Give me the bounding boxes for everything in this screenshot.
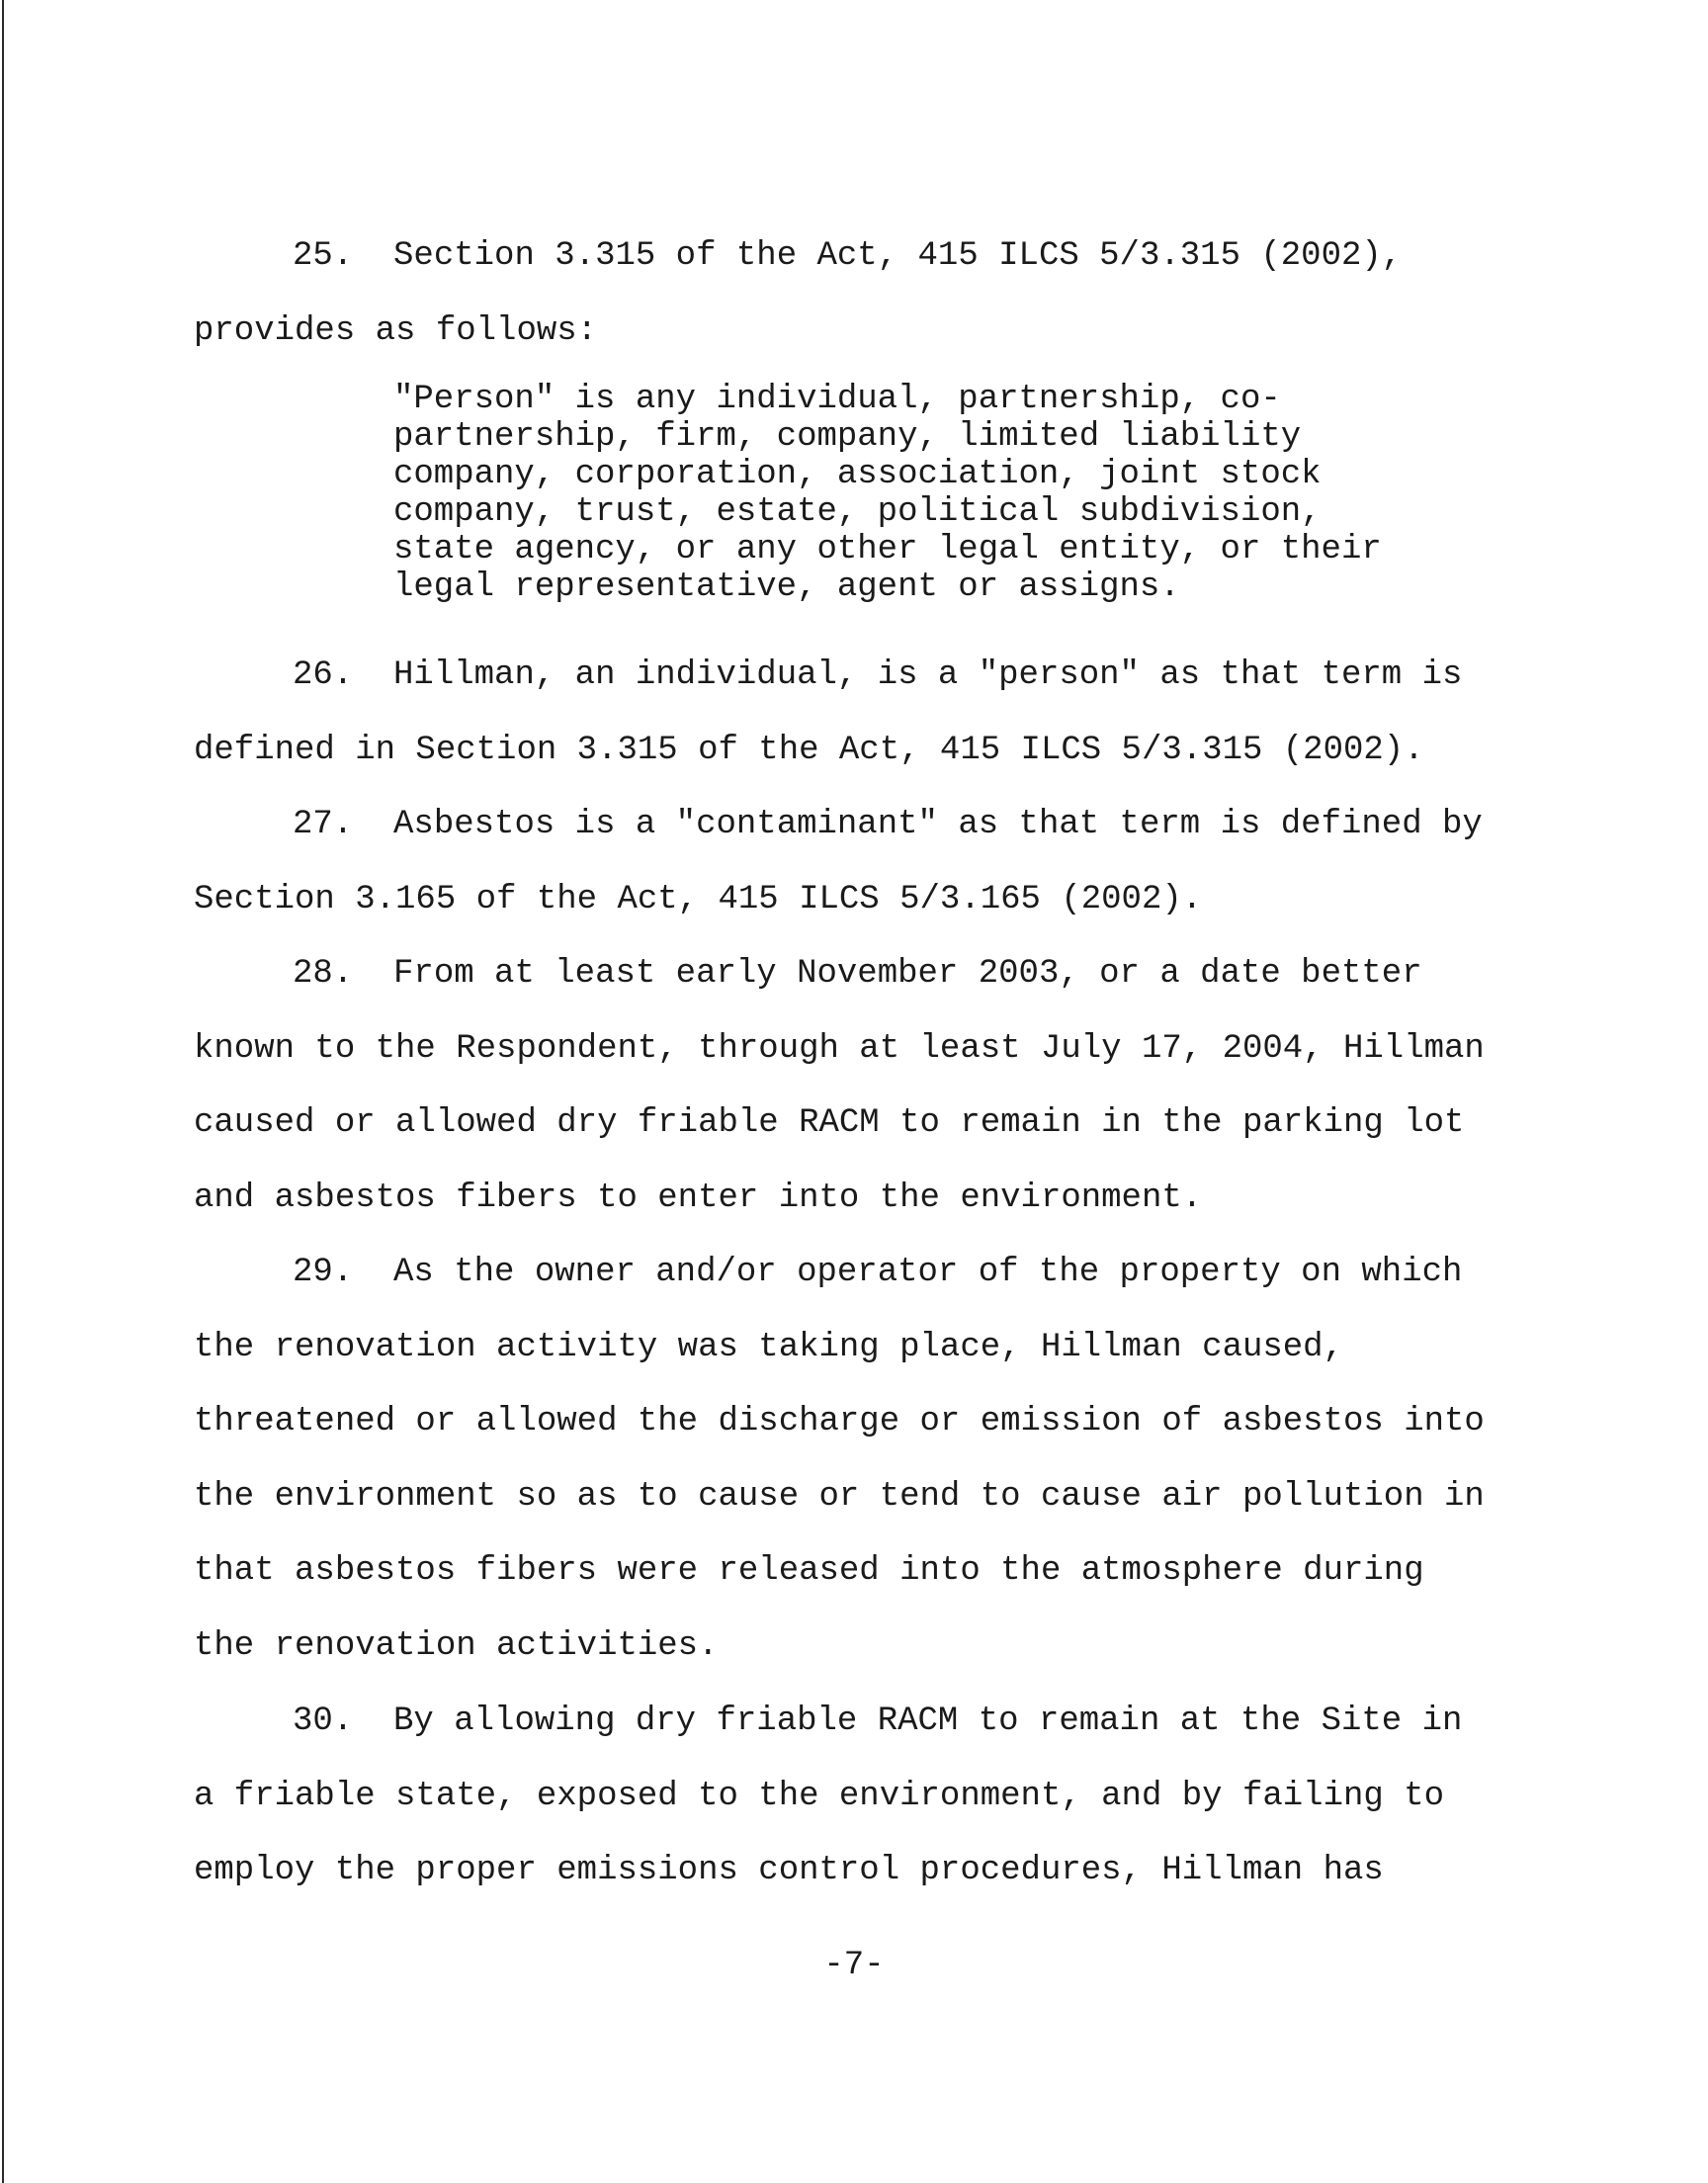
paragraph-number: 25.: [293, 237, 354, 275]
paragraph-27: [194, 788, 1518, 937]
paragraph-line: the renovation activities.: [194, 1626, 719, 1665]
block-quote: [393, 381, 1431, 606]
paragraph-line: that asbestos fibers were released into the atmosphere during: [194, 1552, 1424, 1590]
paragraph-line: a friable state, exposed to the environment, and by failing to: [194, 1777, 1445, 1815]
quote-line: company, corporation, association, joint stock: [393, 456, 1322, 493]
quote-line: legal representative, agent or assigns.: [393, 568, 1180, 606]
quote-line: partnership, firm, company, limited liability: [393, 418, 1302, 456]
paragraph-26: [194, 639, 1518, 788]
paragraph-line: caused or allowed dry friable RACM to remain in the parking lot: [194, 1104, 1465, 1142]
paragraph-text: Hillman, an individual, is a "person" as that term is: [393, 656, 1463, 694]
paragraph-line: [194, 1685, 1518, 1760]
paragraph-line: known to the Respondent, through at least July 17, 2004, Hillman: [194, 1029, 1485, 1068]
paragraph-line: [194, 788, 1518, 863]
paragraph-number: 30.: [293, 1703, 354, 1740]
paragraph-text: As the owner and/or operator of the property on which: [393, 1254, 1463, 1291]
paragraph-line: provides as follows:: [194, 311, 598, 350]
paragraph-number: 26.: [293, 656, 354, 694]
paragraph-text: Section 3.315 of the Act, 415 ILCS 5/3.315 (2002),: [393, 237, 1403, 275]
paragraph-28: [194, 937, 1518, 1236]
quote-line: state agency, or any other legal entity, or their: [393, 531, 1382, 568]
paragraph-line: the environment so as to cause or tend to cause air pollution in: [194, 1477, 1485, 1516]
page-number: -7-: [823, 1947, 885, 1984]
paragraph-number: 27.: [293, 806, 354, 843]
paragraph-line: the renovation activity was taking place, Hillman caused,: [194, 1328, 1343, 1366]
paragraph-line: [194, 639, 1518, 714]
paragraph-line: [194, 219, 1518, 295]
paragraph-30: [194, 1685, 1518, 1909]
left-margin-rule: [2, 0, 4, 2183]
paragraph-line: [194, 1236, 1518, 1311]
paragraph-line: threatened or allowed the discharge or emission of asbestos into: [194, 1403, 1485, 1441]
paragraph-line: and asbestos fibers to enter into the environment.: [194, 1179, 1203, 1217]
quote-line: company, trust, estate, political subdivision,: [393, 493, 1322, 531]
paragraph-text: From at least early November 2003, or a date better: [393, 955, 1422, 993]
paragraph-line: employ the proper emissions control procedures, Hillman has: [194, 1852, 1384, 1889]
quote-line: "Person" is any individual, partnership, co-: [393, 381, 1281, 418]
paragraph-25: [194, 219, 1518, 369]
paragraph-text: Asbestos is a "contaminant" as that term is defined by: [393, 806, 1483, 843]
paragraph-line: defined in Section 3.315 of the Act, 415 ILCS 5/3.315 (2002).: [194, 731, 1424, 769]
paragraph-number: 28.: [293, 955, 354, 993]
paragraph-text: By allowing dry friable RACM to remain at the Site in: [393, 1703, 1463, 1740]
paragraph-number: 29.: [293, 1254, 354, 1291]
paragraph-29: [194, 1236, 1518, 1684]
paragraph-line: [194, 937, 1518, 1012]
paragraph-line: Section 3.165 of the Act, 415 ILCS 5/3.165 (2002).: [194, 880, 1203, 918]
